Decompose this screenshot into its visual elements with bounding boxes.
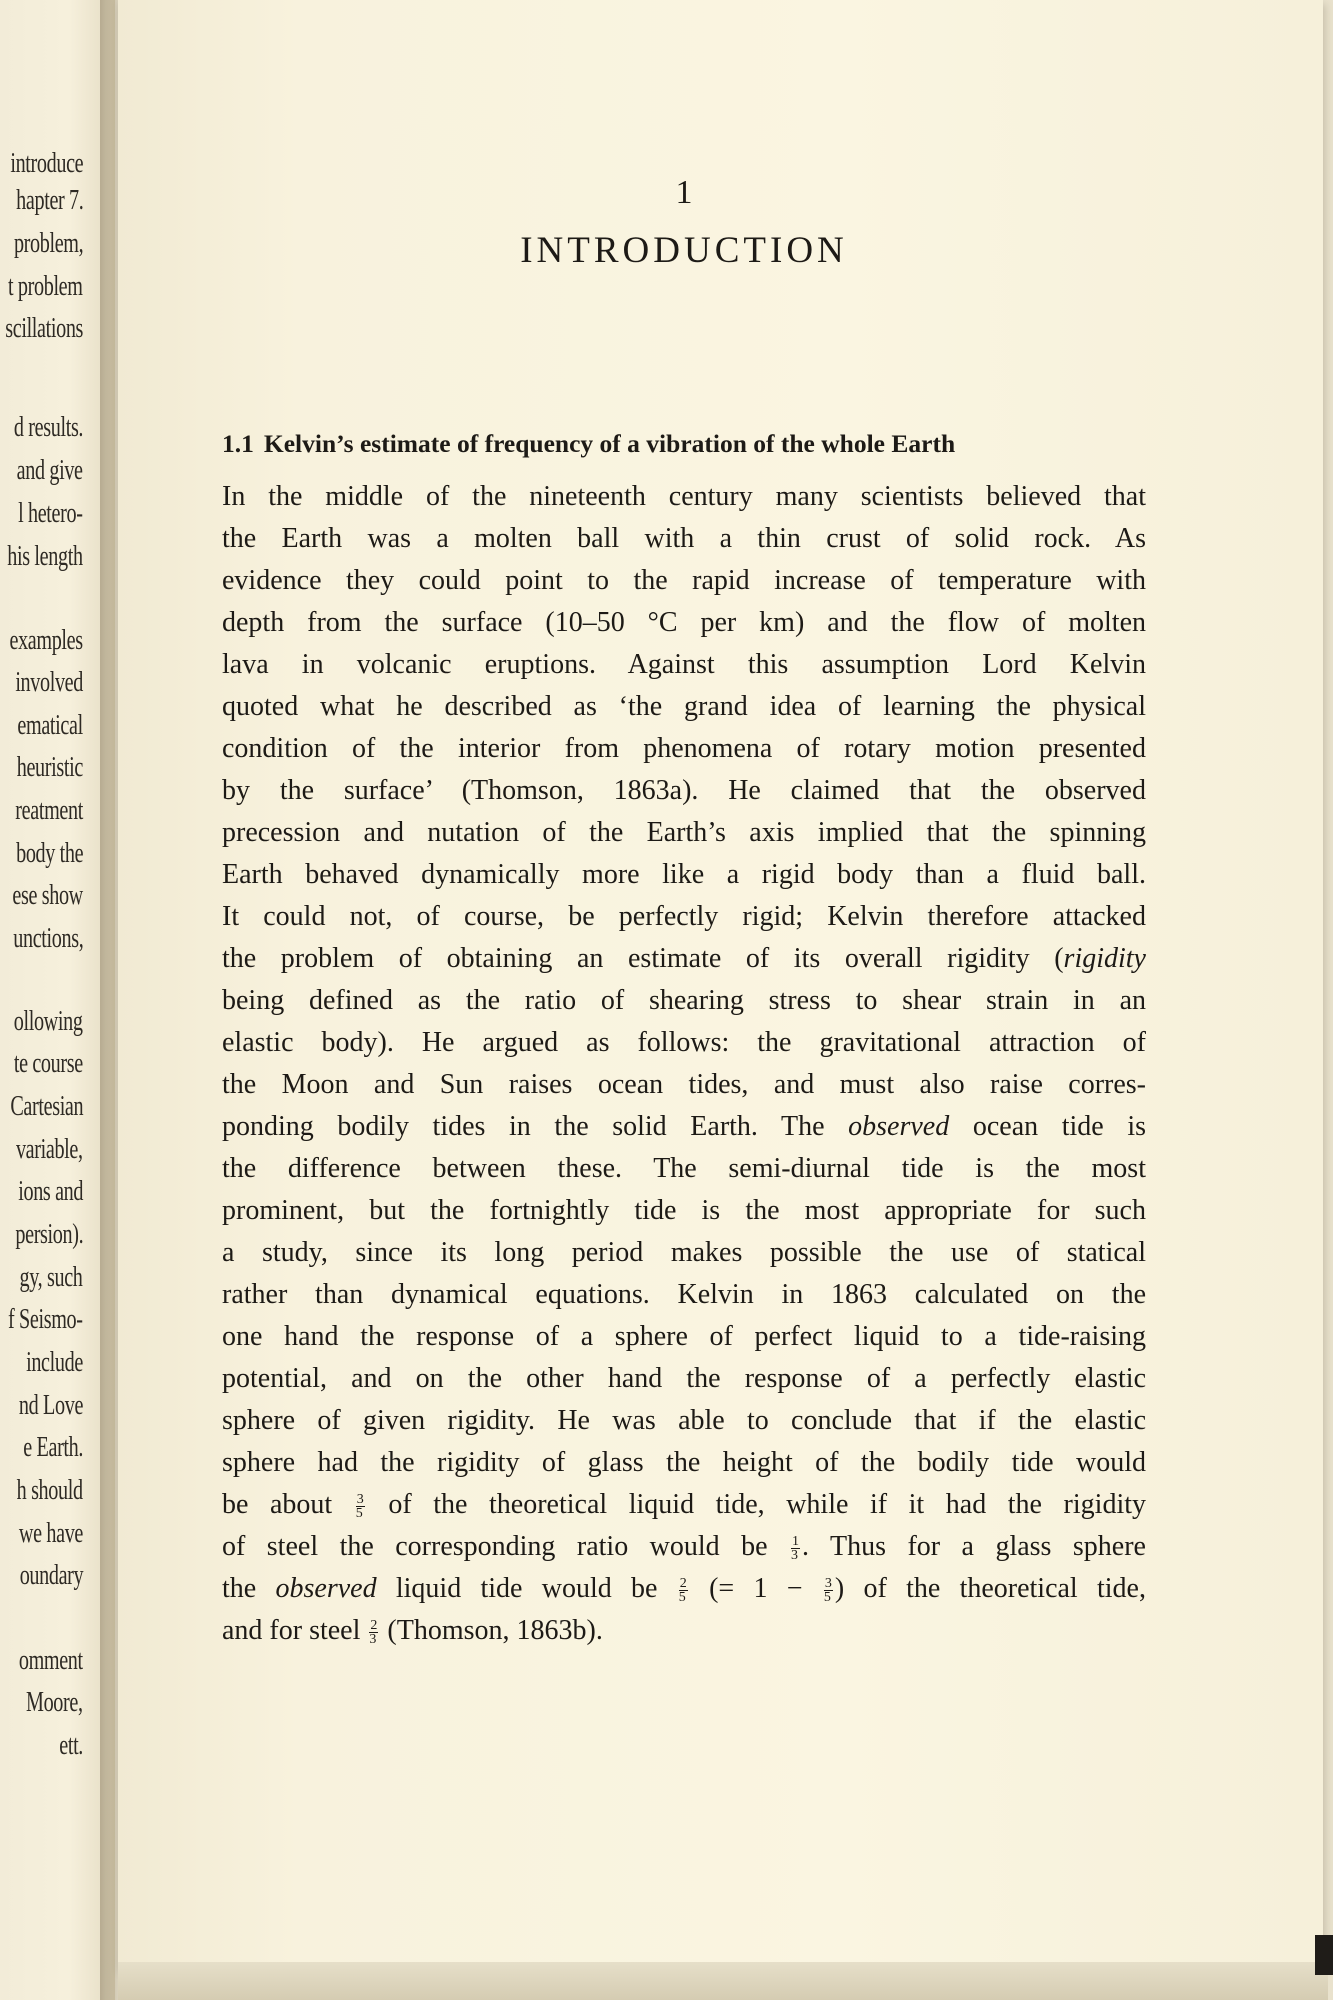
- left-page-line: ett.: [59, 1730, 83, 1761]
- italic-term: observed: [848, 1111, 950, 1142]
- body-paragraph: [222, 476, 1146, 1652]
- fraction-two-fifths: $\frac{2}{5}$: [678, 1576, 687, 1606]
- text-line: elastic body). He argued as follows: the gravitational attraction of: [222, 1027, 1146, 1058]
- text-line: rather than dynamical equations. Kelvin in 1863 calculated on the: [222, 1279, 1146, 1310]
- left-page-line: scillations: [5, 313, 83, 344]
- italic-term: rigidity: [1063, 943, 1146, 974]
- left-page-line: ions and: [18, 1176, 83, 1207]
- text-line: It could not, of course, be perfectly rigid; Kelvin therefore attacked: [222, 901, 1146, 932]
- left-page-line: omment: [19, 1645, 83, 1676]
- left-page-line: f Seismo-: [8, 1304, 83, 1335]
- left-page-line: variable,: [16, 1134, 83, 1165]
- text-line: the Moon and Sun raises ocean tides, and must also raise corres-: [222, 1069, 1146, 1100]
- page-corner: [1315, 1935, 1333, 1975]
- text-line: evidence they could point to the rapid increase of temperature with: [222, 565, 1146, 596]
- left-page-line: and give: [17, 455, 83, 486]
- section-number: 1.1: [222, 429, 254, 458]
- text-line: sphere of given rigidity. He was able to conclude that if the elastic: [222, 1405, 1146, 1436]
- section-title: Kelvin’s estimate of frequency of a vibration of the whole Earth: [263, 429, 956, 458]
- page-content: [222, 170, 1146, 1652]
- left-page-line: Moore,: [26, 1687, 83, 1718]
- left-page-line: t problem: [8, 271, 83, 302]
- left-page-line: nd Love: [18, 1390, 83, 1421]
- left-page-line: d results.: [13, 412, 83, 443]
- fraction-three-fifths: $\frac{3}{5}$: [823, 1576, 832, 1606]
- left-page-line: persion).: [15, 1219, 83, 1250]
- left-page-line: examples: [9, 625, 83, 656]
- left-page-line: ese show: [12, 880, 83, 911]
- left-page-line: gy, such: [19, 1262, 83, 1293]
- chapter-number: 1: [675, 174, 693, 211]
- text-line: by the surface’ (Thomson, 1863a). He claimed that the observed: [222, 775, 1146, 806]
- text-line: the difference between these. The semi-diurnal tide is the most: [222, 1153, 1146, 1184]
- left-page: [0, 0, 115, 2000]
- text-line: be about $\frac{3}{5}$ of the theoretical liquid tide, while if it had the rigidity: [222, 1489, 1147, 1522]
- left-page-line: include: [26, 1347, 83, 1378]
- text-line: sphere had the rigidity of glass the height of the bodily tide would: [222, 1447, 1146, 1478]
- text-line: of steel the corresponding ratio would be $\frac{1}{3}$ . Thus for a glass sphere: [222, 1531, 1146, 1564]
- left-page-line: oundary: [19, 1560, 83, 1591]
- left-page-line: body the: [15, 838, 83, 869]
- left-page-line: we have: [18, 1518, 83, 1549]
- chapter-title: INTRODUCTION: [520, 230, 848, 271]
- text-line: quoted what he described as ‘the grand idea of learning the physical: [222, 691, 1146, 722]
- text-line: one hand the response of a sphere of perfect liquid to a tide-raising: [222, 1321, 1146, 1352]
- left-page-line: e Earth.: [23, 1432, 83, 1463]
- page-edge: [118, 1962, 1328, 2000]
- fraction-two-thirds: $\frac{2}{3}$: [369, 1618, 378, 1648]
- text-line: potential, and on the other hand the response of a perfectly elastic: [222, 1363, 1146, 1394]
- left-page-line: his length: [7, 541, 83, 572]
- text-line: prominent, but the fortnightly tide is the most appropriate for such: [222, 1195, 1146, 1226]
- italic-term: observed: [275, 1573, 377, 1604]
- text-line: In the middle of the nineteenth century many scientists believed that: [222, 481, 1146, 512]
- left-page-line: l hetero-: [18, 498, 83, 529]
- text-line: ponding bodily tides in the solid Earth. The observed ocean tide is: [222, 1111, 1146, 1142]
- text-line: condition of the interior from phenomena of rotary motion presented: [222, 733, 1146, 764]
- left-page-line: heuristic: [16, 752, 83, 783]
- text-line: a study, since its long period makes possible the use of statical: [222, 1237, 1146, 1268]
- left-page-line: unctions,: [12, 923, 83, 954]
- text-line: precession and nutation of the Earth’s axis implied that the spinning: [222, 817, 1146, 848]
- left-page-line: hapter 7.: [15, 185, 83, 216]
- left-page-line: h should: [16, 1475, 83, 1506]
- text-line: the Earth was a molten ball with a thin crust of solid rock. As: [222, 523, 1146, 554]
- text-line: and for steel $\frac{2}{3}$ (Thomson, 1863b).: [222, 1615, 603, 1648]
- text-line: depth from the surface (10–50 °C per km) and the flow of molten: [222, 607, 1146, 638]
- text-line: Earth behaved dynamically more like a rigid body than a fluid ball.: [222, 859, 1146, 890]
- left-page-line: involved: [15, 667, 83, 698]
- text-line: the problem of obtaining an estimate of its overall rigidity (rigidity: [222, 943, 1146, 974]
- left-page-line: ollowing: [14, 1006, 83, 1037]
- left-page-line: Cartesian: [10, 1091, 83, 1122]
- left-page-line: ematical: [17, 710, 83, 741]
- fraction-three-fifths: $\frac{3}{5}$: [355, 1492, 364, 1522]
- left-page-line: te course: [14, 1048, 83, 1079]
- left-page-text: [0, 0, 115, 2000]
- left-page-line: problem,: [13, 228, 83, 259]
- text-line: lava in volcanic eruptions. Against this assumption Lord Kelvin: [222, 649, 1146, 680]
- left-page-line: reatment: [15, 795, 83, 826]
- section-heading: [222, 426, 1146, 462]
- text-line: the observed liquid tide would be $\frac{2}{5}$ (= 1 − $\frac{3}{5}$ ) of the theoretical tide,: [222, 1573, 1146, 1606]
- fraction-one-third: $\frac{1}{3}$: [791, 1534, 800, 1564]
- left-page-line: introduce: [10, 148, 83, 179]
- text-line: being defined as the ratio of shearing stress to shear strain in an: [222, 985, 1146, 1016]
